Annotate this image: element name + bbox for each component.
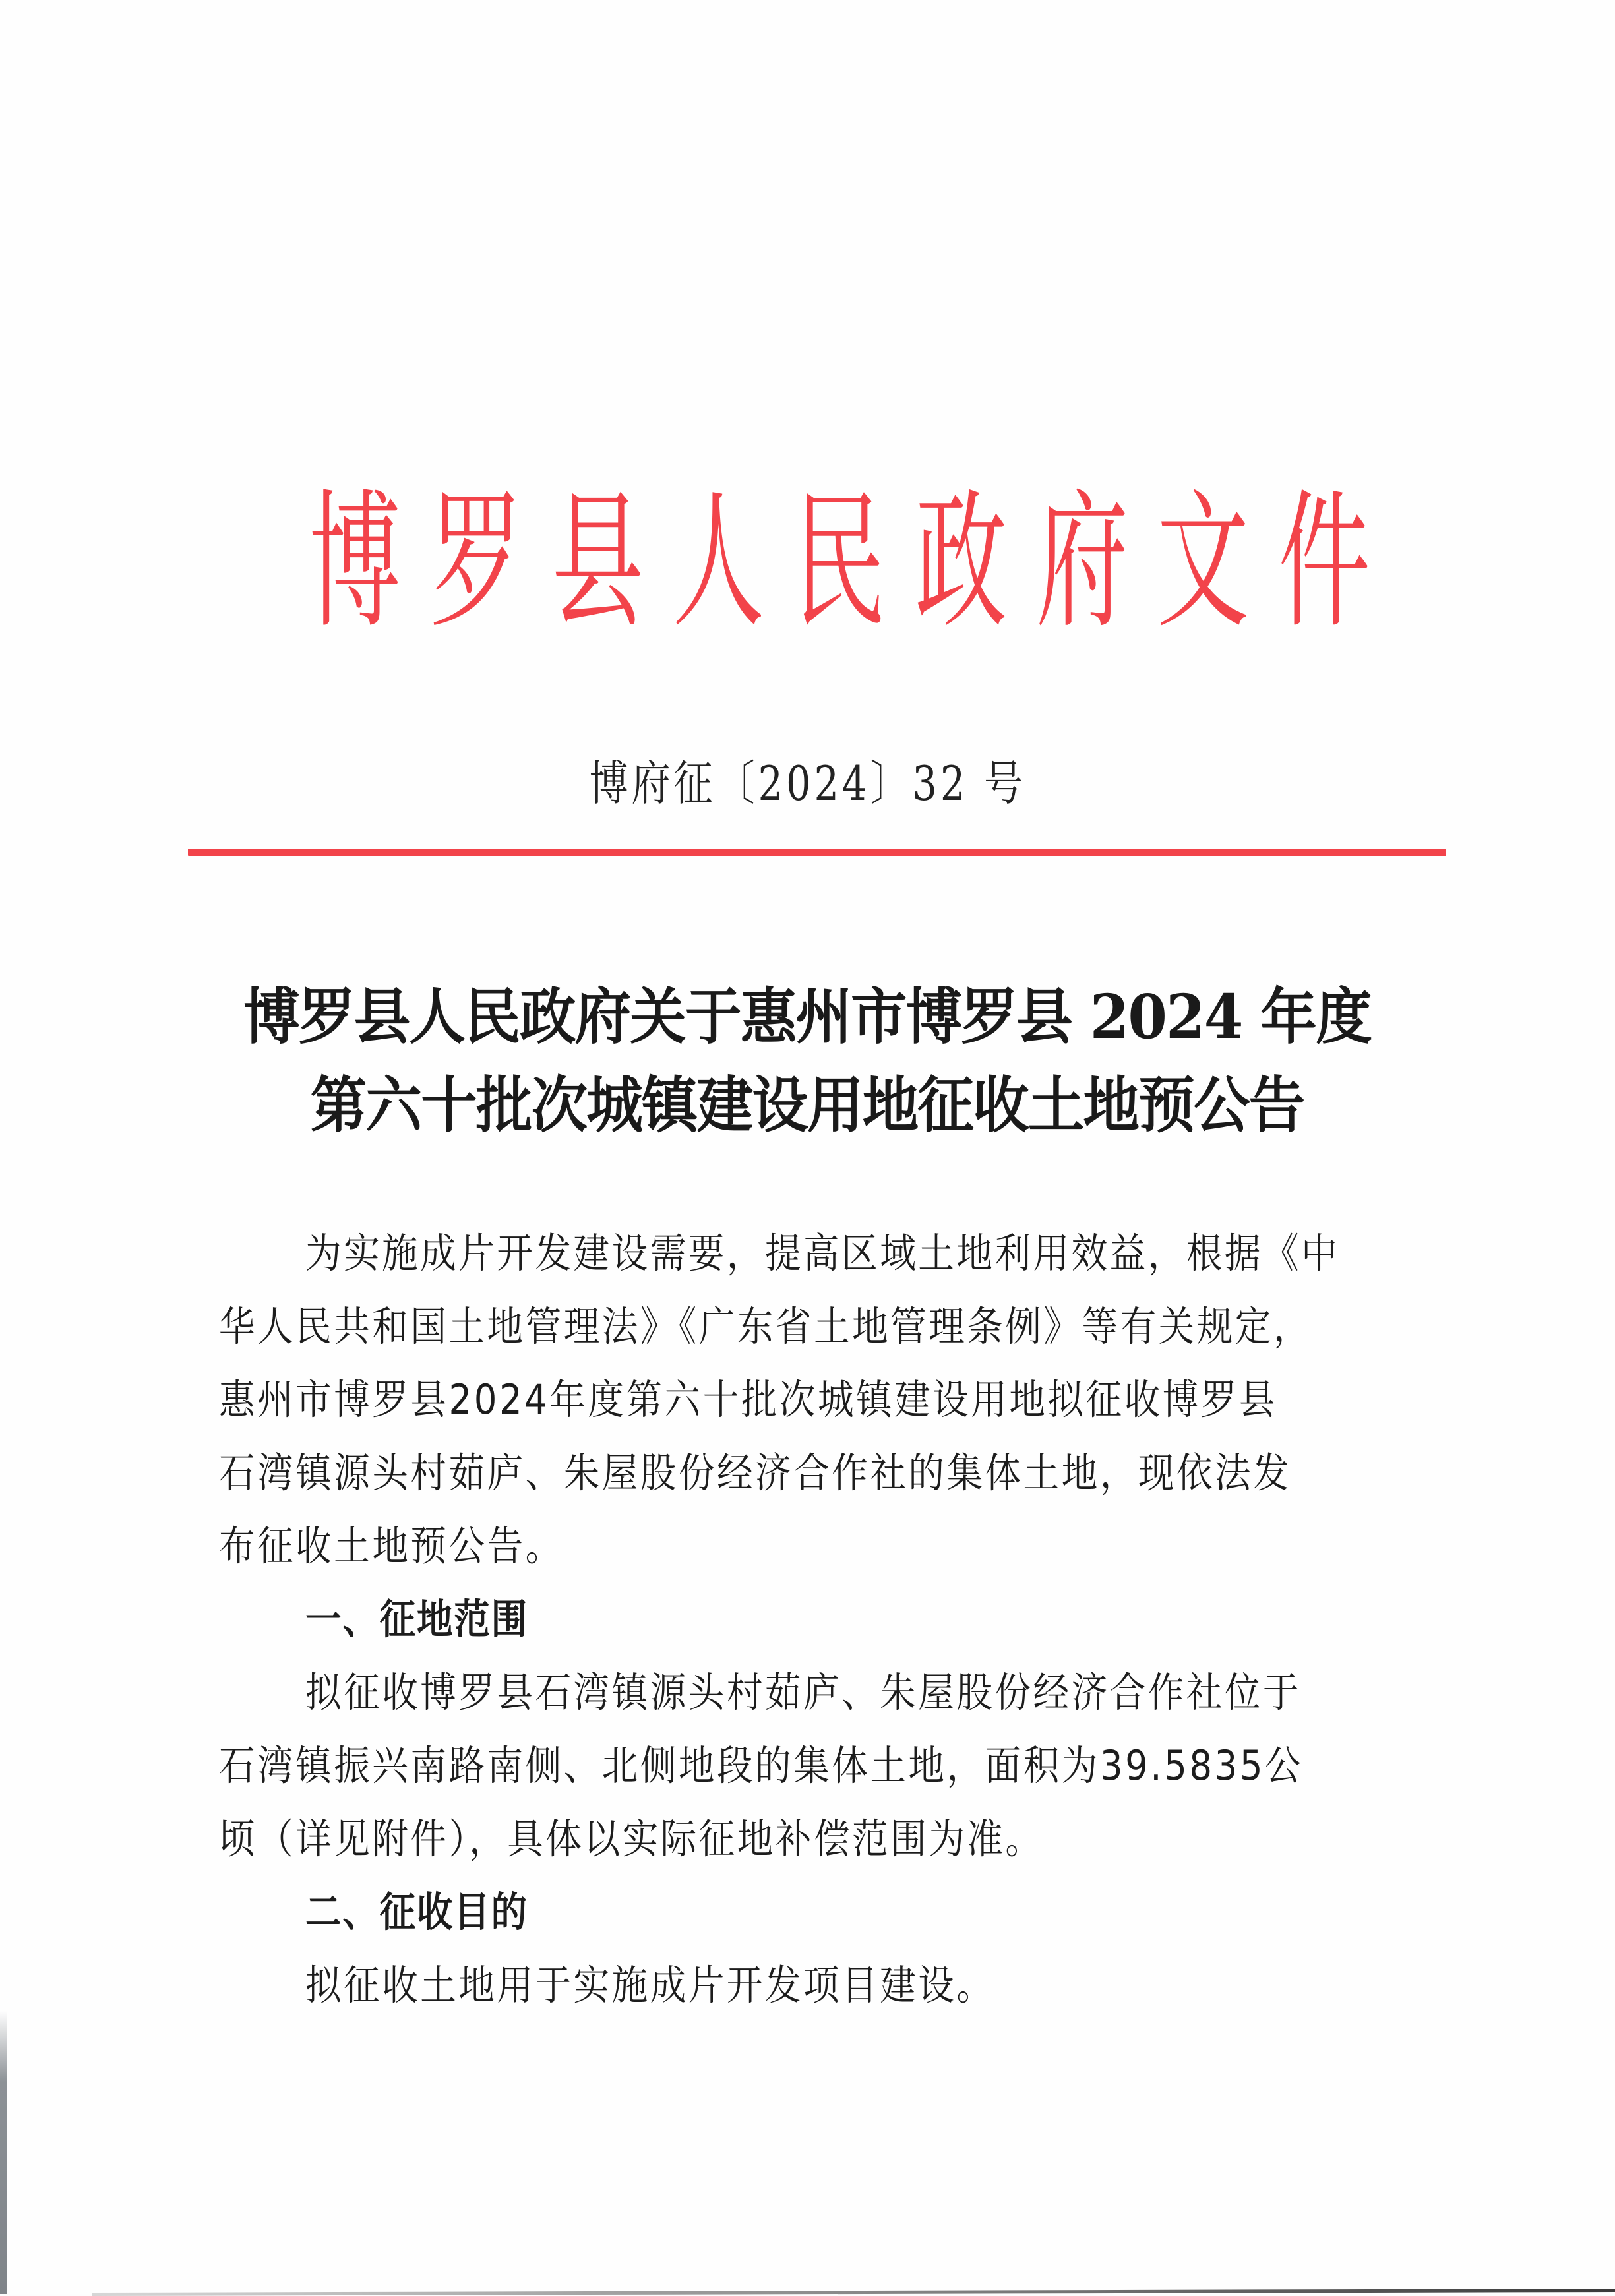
- notice-title-line-2-text: 第六十批次城镇建设用地征收土地预公告: [311, 1070, 1304, 1141]
- body-paragraph-line: [219, 1363, 1429, 1436]
- body-text: 拟征收博罗县石湾镇源头村茹庐、朱屋股份经济合作社位于: [305, 1668, 1302, 1716]
- section-heading-text: 二、征收目的: [305, 1888, 528, 1936]
- section-heading-text: 一、征地范围: [305, 1595, 528, 1643]
- red-masthead-title: [290, 473, 1370, 651]
- masthead-char: 人: [672, 475, 765, 649]
- notice-title: [0, 973, 1615, 1149]
- body-text: 拟征收土地用于实施成片开发项目建设。: [305, 1961, 995, 2009]
- scan-edge-shadow: [0, 2011, 7, 2294]
- body-paragraph-line: [219, 1436, 1429, 1509]
- body-text: 华人民共和国土地管理法》《广东省土地管理条例》等有关规定，: [219, 1302, 1312, 1350]
- body-paragraph-line: [219, 1802, 1429, 1875]
- body-text: 石湾镇振兴南路南侧、北侧地段的集体土地，面积为39.5835公: [219, 1741, 1304, 1790]
- masthead-char: 文: [1157, 475, 1250, 649]
- body-paragraph-line: [219, 1949, 1429, 2022]
- body-text: 布征收土地预公告。: [219, 1522, 564, 1570]
- notice-title-line-2: [0, 1061, 1615, 1149]
- notice-title-line-1: [0, 973, 1615, 1061]
- masthead-char: 府: [1036, 475, 1128, 649]
- body-text: 为实施成片开发建设需要，提高区域土地利用效益，根据《中: [305, 1229, 1340, 1277]
- red-divider-rule: [188, 849, 1446, 856]
- notice-body: [219, 1217, 1429, 2022]
- body-paragraph-line: [219, 1729, 1429, 1802]
- document-number: [0, 752, 1615, 815]
- notice-title-line-1-text: 博罗县人民政府关于惠州市博罗县 2024 年度: [243, 981, 1372, 1052]
- body-paragraph-line: [219, 1509, 1429, 1583]
- body-text: 惠州市博罗县2024年度第六十批次城镇建设用地拟征收博罗县: [219, 1375, 1277, 1424]
- body-text: 石湾镇源头村茹庐、朱屋股份经济合作社的集体土地，现依法发: [219, 1449, 1292, 1497]
- masthead-char: 县: [551, 475, 644, 649]
- masthead-char: 罗: [430, 475, 522, 649]
- section-heading-purpose: [219, 1875, 1429, 1949]
- body-paragraph-line: [219, 1217, 1429, 1290]
- document-number-text: 博府征〔2024〕32 号: [589, 756, 1026, 811]
- masthead-char: 政: [915, 475, 1007, 649]
- section-heading-scope: [219, 1583, 1429, 1656]
- masthead-char: 博: [309, 475, 401, 649]
- body-text: 顷（详见附件），具体以实际征地补偿范围为准。: [219, 1815, 1044, 1863]
- masthead-char: 民: [793, 475, 886, 649]
- scan-bottom-edge: [92, 2289, 1615, 2296]
- body-paragraph-line: [219, 1656, 1429, 1729]
- masthead-char: 件: [1278, 475, 1370, 649]
- body-paragraph-line: [219, 1290, 1429, 1363]
